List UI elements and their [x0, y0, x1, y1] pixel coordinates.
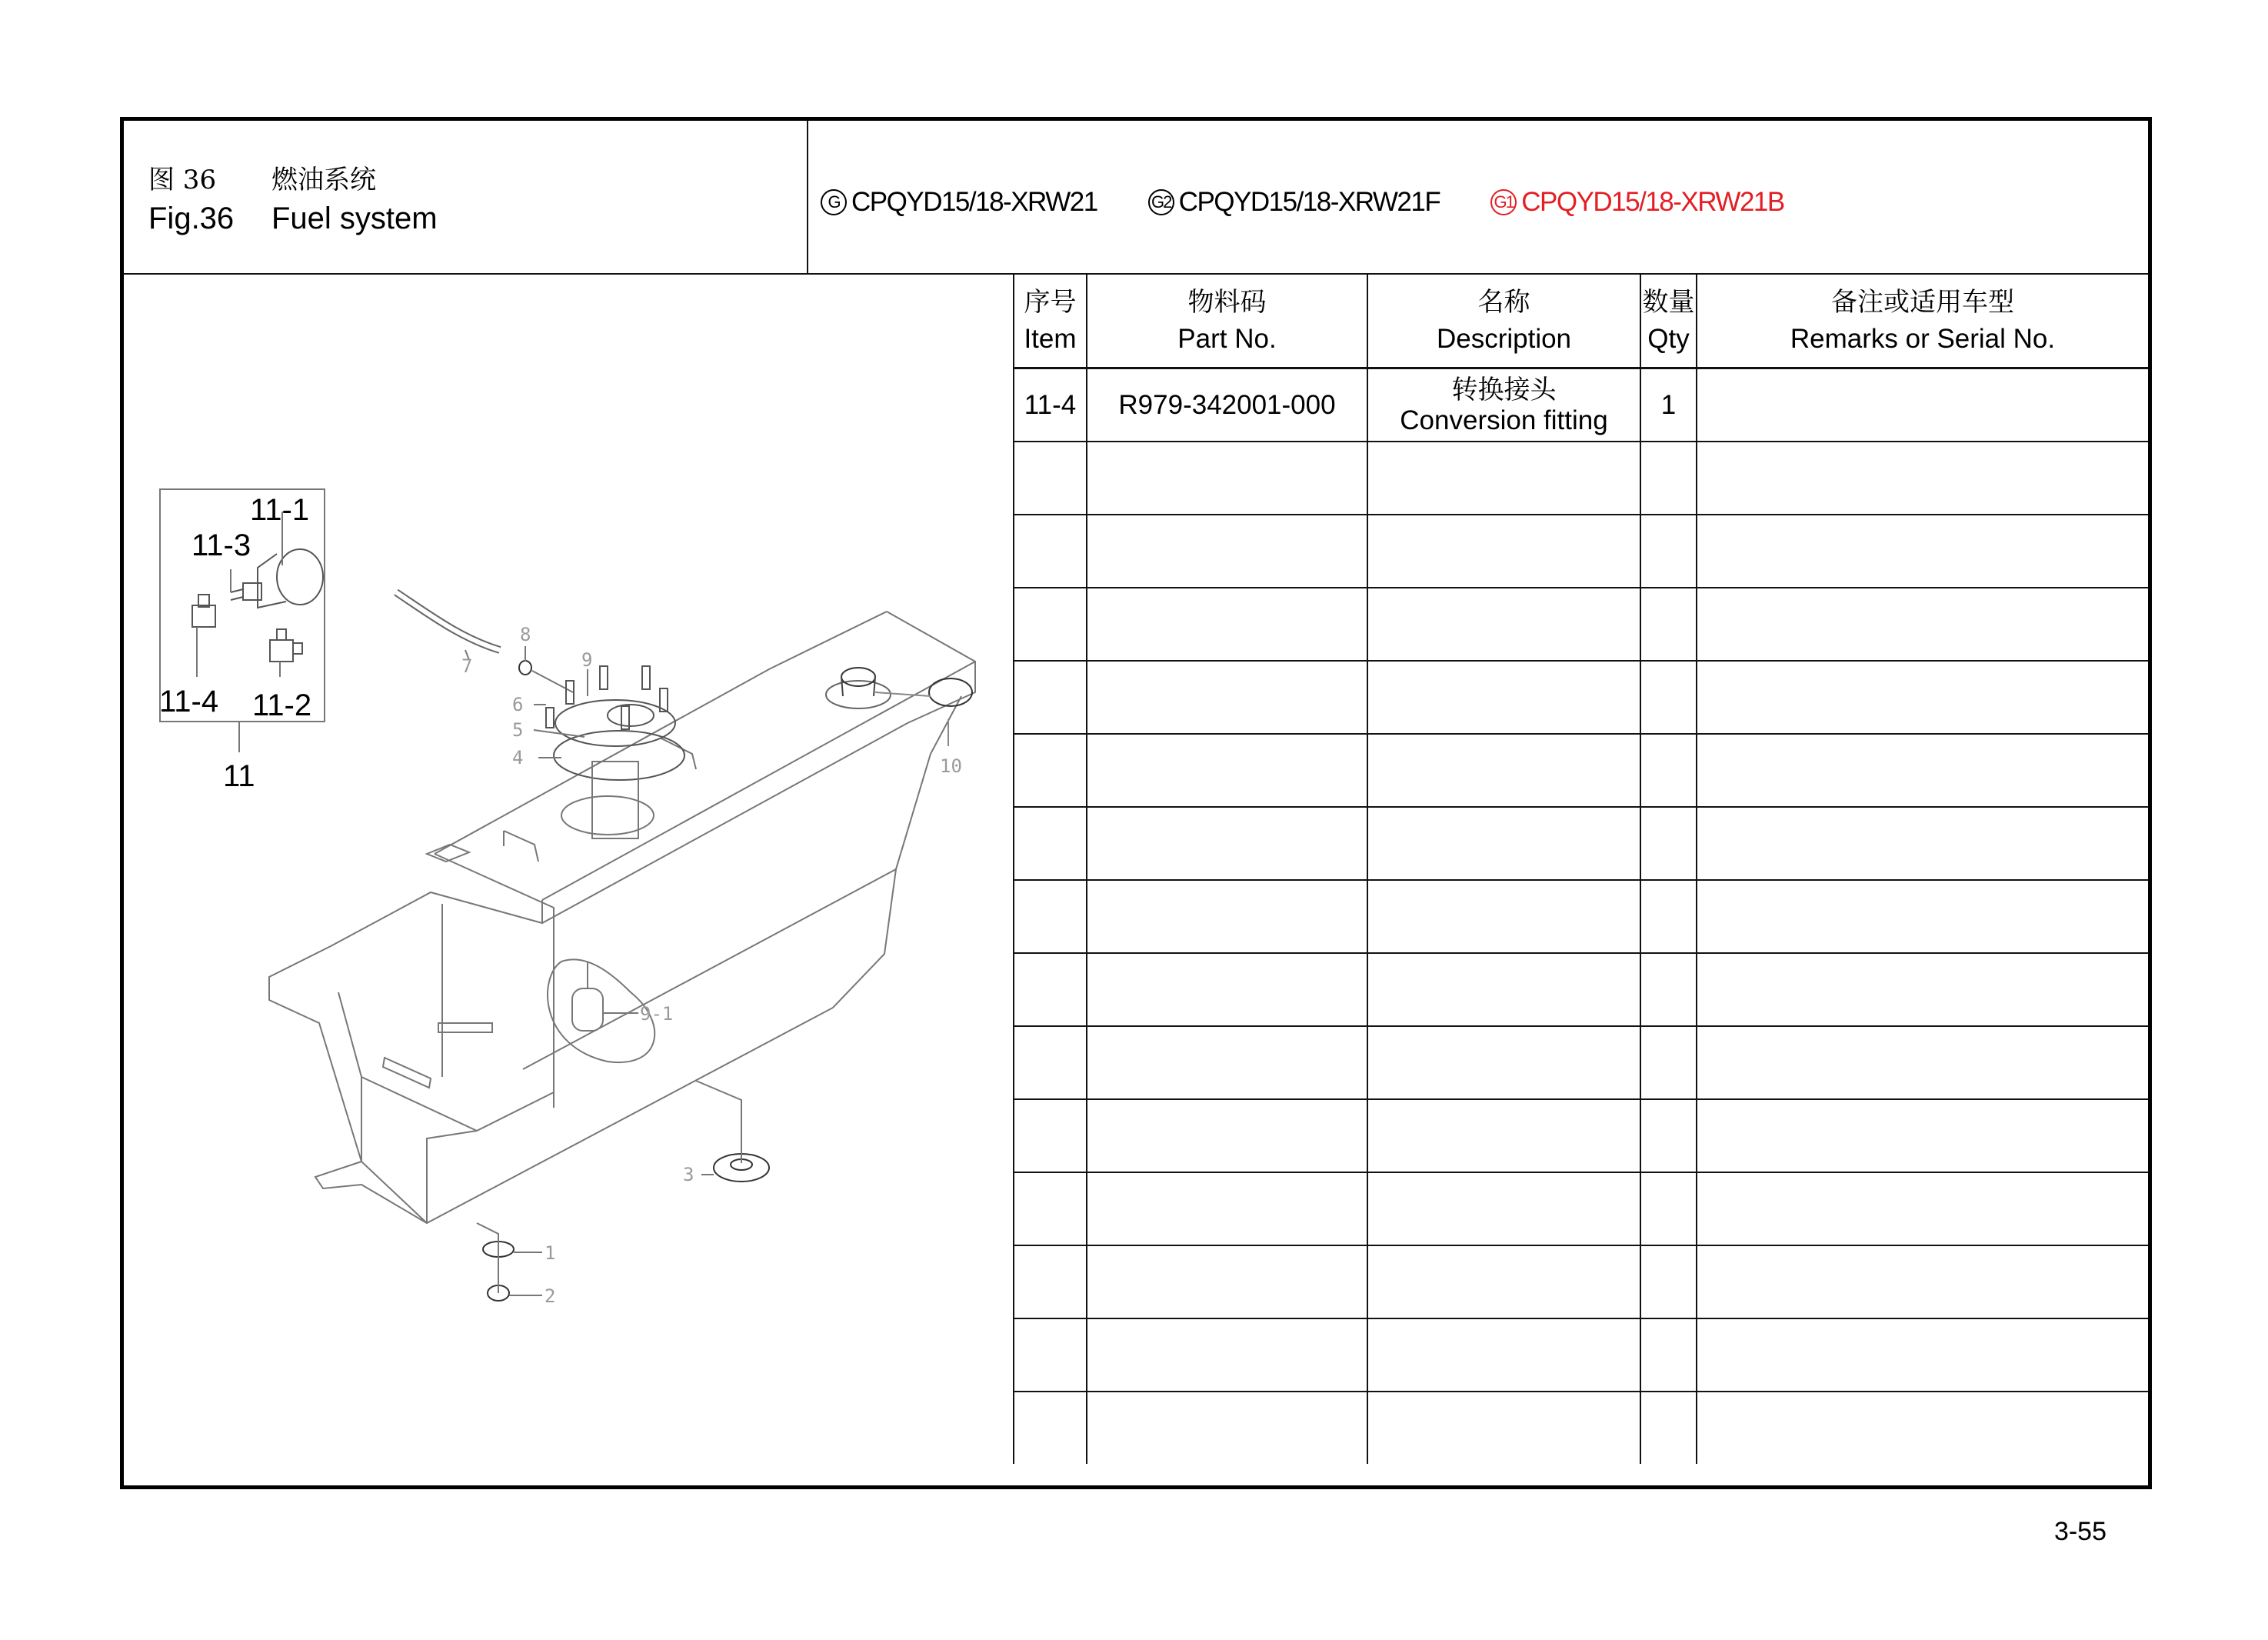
table-row [1014, 1392, 2148, 1464]
cell-description: 转换接头 Conversion fitting [1367, 368, 1640, 442]
cell-item [1014, 661, 1087, 734]
cell-part-no [1087, 880, 1367, 953]
page-number: 3-55 [2053, 1517, 2106, 1546]
cell-item [1014, 515, 1087, 588]
cell-description [1367, 661, 1640, 734]
table-row [1014, 880, 2148, 953]
table-row [1014, 588, 2148, 661]
table-row [1014, 734, 2148, 807]
cell-part-no [1087, 1392, 1367, 1464]
figure-title-cn: 燃油系统 [271, 165, 376, 195]
callout-2: 2 [545, 1285, 556, 1307]
cell-description [1367, 1026, 1640, 1099]
cell-description [1367, 734, 1640, 807]
model-name: CPQYD15/18-XRW21 [851, 187, 1097, 217]
col-header-qty: 数量 Qty [1640, 275, 1697, 368]
cell-qty [1640, 1099, 1697, 1172]
cell-part-no [1087, 1318, 1367, 1392]
cell-qty [1640, 1245, 1697, 1318]
cell-item [1014, 1318, 1087, 1392]
table-row [1014, 1099, 2148, 1172]
cell-description [1367, 515, 1640, 588]
cell-description [1367, 880, 1640, 953]
cell-description [1367, 1318, 1640, 1392]
cell-part-no [1087, 1026, 1367, 1099]
callout-11: 11 [223, 759, 255, 793]
cell-part-no [1087, 515, 1367, 588]
cell-item [1014, 442, 1087, 515]
parts-table [1013, 275, 2148, 1464]
cell-description [1367, 442, 1640, 515]
cell-description [1367, 1099, 1640, 1172]
callout-9: 9 [581, 649, 593, 671]
callout-11-1: 11-1 [250, 493, 310, 527]
cell-item [1014, 1026, 1087, 1099]
model-g [821, 187, 1097, 218]
table-row [1014, 1245, 2148, 1318]
callout-11-3: 11-3 [191, 528, 251, 562]
table-row [1014, 807, 2148, 880]
cell-qty [1640, 515, 1697, 588]
col-header-item: 序号 Item [1014, 275, 1087, 368]
cell-part-no [1087, 588, 1367, 661]
cell-part-no [1087, 1099, 1367, 1172]
table-row [1014, 368, 2148, 442]
cell-part-no [1087, 807, 1367, 880]
cell-qty: 1 [1640, 368, 1697, 442]
table-row [1014, 661, 2148, 734]
model-badge-icon: G1 [1490, 189, 1517, 215]
model-name: CPQYD15/18-XRW21F [1178, 187, 1440, 217]
cell-item [1014, 734, 1087, 807]
cell-remarks [1697, 1099, 2148, 1172]
cell-qty [1640, 807, 1697, 880]
cell-qty [1640, 1392, 1697, 1464]
model-g1-highlighted [1490, 187, 1784, 218]
cell-remarks [1697, 1245, 2148, 1318]
cell-item [1014, 807, 1087, 880]
cell-remarks [1697, 442, 2148, 515]
callout-5: 5 [512, 719, 524, 741]
callout-6: 6 [512, 694, 524, 715]
figure-title-en: Fuel system [271, 202, 438, 235]
callout-3: 3 [683, 1164, 694, 1185]
cell-item [1014, 1245, 1087, 1318]
callout-7: 7 [461, 655, 473, 677]
cell-remarks [1697, 734, 2148, 807]
table-row [1014, 1026, 2148, 1099]
applicable-models [821, 187, 1835, 218]
cell-part-no: R979-342001-000 [1087, 368, 1367, 442]
cell-part-no [1087, 661, 1367, 734]
callout-9-1: 9-1 [640, 1003, 674, 1025]
figure-number-en: Fig.36 [148, 202, 235, 235]
parts-page-frame [120, 117, 2152, 1489]
cell-remarks [1697, 1318, 2148, 1392]
cell-remarks [1697, 515, 2148, 588]
cell-remarks [1697, 880, 2148, 953]
figure-title [148, 161, 438, 238]
cell-remarks [1697, 807, 2148, 880]
cell-remarks [1697, 368, 2148, 442]
cell-description [1367, 1392, 1640, 1464]
table-header-row [1014, 275, 2148, 368]
cell-qty [1640, 1318, 1697, 1392]
cell-part-no [1087, 734, 1367, 807]
cell-part-no [1087, 953, 1367, 1026]
cell-item [1014, 1392, 1087, 1464]
cell-qty [1640, 880, 1697, 953]
cell-description [1367, 1172, 1640, 1245]
cell-description [1367, 953, 1640, 1026]
callout-11-4: 11-4 [159, 685, 219, 718]
header-vertical-divider [807, 121, 808, 275]
cell-item [1014, 1099, 1087, 1172]
cell-qty [1640, 588, 1697, 661]
callout-4: 4 [512, 747, 524, 768]
cell-item [1014, 880, 1087, 953]
model-name: CPQYD15/18-XRW21B [1521, 187, 1784, 217]
col-header-part-no: 物料码 Part No. [1087, 275, 1367, 368]
cell-item [1014, 588, 1087, 661]
cell-item [1014, 953, 1087, 1026]
cell-qty [1640, 1026, 1697, 1099]
cell-part-no [1087, 1245, 1367, 1318]
cell-remarks [1697, 1392, 2148, 1464]
cell-qty [1640, 953, 1697, 1026]
figure-number-cn: 图 36 [148, 165, 217, 195]
cell-remarks [1697, 1026, 2148, 1099]
cell-item [1014, 1172, 1087, 1245]
callout-8: 8 [520, 624, 531, 645]
callout-11-2: 11-2 [252, 688, 312, 722]
col-header-description: 名称 Description [1367, 275, 1640, 368]
table-row [1014, 953, 2148, 1026]
callout-1: 1 [545, 1242, 556, 1264]
col-header-remarks: 备注或适用车型 Remarks or Serial No. [1697, 275, 2148, 368]
model-badge-icon: G2 [1148, 189, 1174, 215]
cell-remarks [1697, 953, 2148, 1026]
cell-description [1367, 588, 1640, 661]
cell-description [1367, 1245, 1640, 1318]
cell-remarks [1697, 1172, 2148, 1245]
table-row [1014, 442, 2148, 515]
model-badge-icon: G [821, 189, 847, 215]
cell-item: 11-4 [1014, 368, 1087, 442]
table-row [1014, 515, 2148, 588]
cell-qty [1640, 661, 1697, 734]
cell-remarks [1697, 661, 2148, 734]
cell-qty [1640, 442, 1697, 515]
cell-remarks [1697, 588, 2148, 661]
table-row [1014, 1172, 2148, 1245]
cell-part-no [1087, 442, 1367, 515]
table-row [1014, 1318, 2148, 1392]
cell-part-no [1087, 1172, 1367, 1245]
model-g2 [1148, 187, 1440, 218]
cell-qty [1640, 1172, 1697, 1245]
cell-qty [1640, 734, 1697, 807]
callout-10: 10 [940, 755, 962, 777]
cell-description [1367, 807, 1640, 880]
